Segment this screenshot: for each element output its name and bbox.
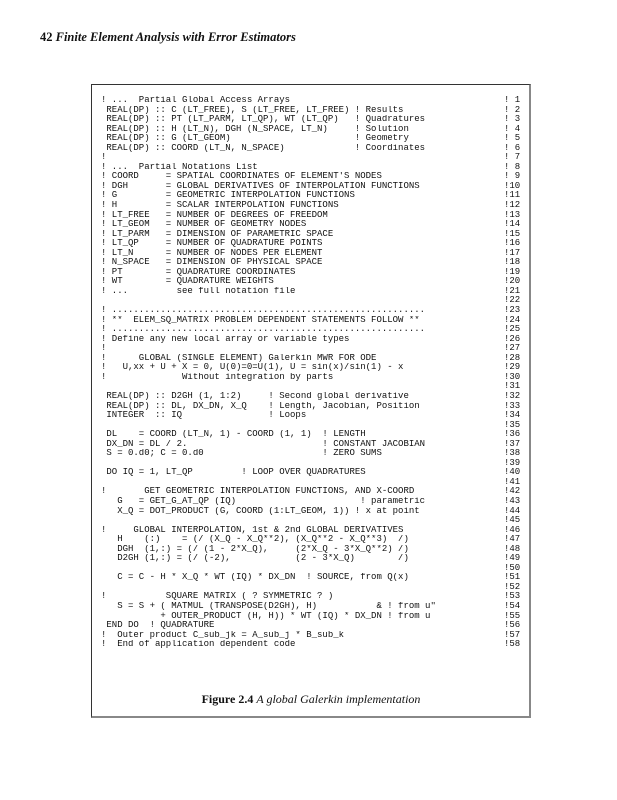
code-text: ! Outer product C_sub_jk = A_sub_j * B_sub_k bbox=[101, 630, 345, 640]
code-text: DX_DN = DL / 2. ! CONSTANT JACOBIAN bbox=[101, 439, 426, 449]
code-text: ! ... see full notation file bbox=[101, 286, 296, 296]
code-line bbox=[101, 402, 521, 412]
code-text: ! N_SPACE = DIMENSION OF PHYSICAL SPACE bbox=[101, 258, 323, 268]
code-text bbox=[101, 459, 504, 469]
figure-caption bbox=[91, 692, 531, 707]
code-line bbox=[101, 507, 521, 517]
code-line bbox=[101, 277, 521, 287]
code-text bbox=[101, 421, 504, 431]
code-line bbox=[101, 115, 521, 125]
line-number: !55 bbox=[504, 610, 521, 621]
line-number: ! 2 bbox=[504, 104, 521, 115]
line-number: !27 bbox=[504, 343, 521, 354]
line-number: !43 bbox=[504, 495, 521, 506]
code-line bbox=[101, 516, 521, 526]
code-text: ! PT = QUADRATURE COORDINATES bbox=[101, 267, 296, 277]
code-line bbox=[101, 220, 521, 230]
code-text: ! LT_FREE = NUMBER OF DEGREES OF FREEDOM bbox=[101, 210, 328, 220]
line-number: !52 bbox=[504, 581, 521, 592]
line-number: !48 bbox=[504, 543, 521, 554]
line-number: !42 bbox=[504, 486, 521, 497]
code-line bbox=[101, 430, 521, 440]
code-line bbox=[101, 421, 521, 431]
line-number: !53 bbox=[504, 591, 521, 602]
line-number: ! 5 bbox=[504, 133, 521, 144]
code-text: S = S + ( MATMUL (TRANSPOSE(D2GH), H) & ! from u" bbox=[101, 601, 436, 611]
line-number: ! 3 bbox=[504, 114, 521, 125]
code-text: ! Without integration by parts bbox=[101, 372, 334, 382]
code-text: ! LT_QP = NUMBER OF QUADRATURE POINTS bbox=[101, 239, 323, 249]
line-number: ! 6 bbox=[504, 142, 521, 153]
code-text: H (:) = (/ (X_Q - X_Q**2), (X_Q**2 - X_Q**3) /) bbox=[101, 535, 409, 545]
code-line bbox=[101, 612, 521, 622]
line-number: !21 bbox=[504, 285, 521, 296]
code-text: ! GET GEOMETRIC INTERPOLATION FUNCTIONS, AND X-COORD bbox=[101, 487, 415, 497]
code-line bbox=[101, 211, 521, 221]
code-text: ! LT_GEOM = NUMBER OF GEOMETRY NODES bbox=[101, 220, 307, 230]
code-text: REAL(DP) :: C (LT_FREE), S (LT_FREE, LT_FREE) ! Results bbox=[101, 105, 404, 115]
code-text: ! bbox=[101, 153, 107, 163]
code-text: REAL(DP) :: PT (LT_PARM, LT_QP), WT (LT_QP) ! Quadratures bbox=[101, 115, 426, 125]
code-line bbox=[101, 268, 521, 278]
code-line bbox=[101, 382, 521, 392]
code-text: REAL(DP) :: DL, DX_DN, X_Q ! Length, Jacobian, Position bbox=[101, 401, 420, 411]
code-line bbox=[101, 287, 521, 297]
code-line bbox=[101, 296, 521, 306]
code-text: ! GLOBAL (SINGLE ELEMENT) Galerkin MWR FOR ODE bbox=[101, 353, 377, 363]
line-number: !46 bbox=[504, 524, 521, 535]
line-number: !50 bbox=[504, 562, 521, 573]
code-text: END DO ! QUADRATURE bbox=[101, 621, 215, 631]
code-text: G = GET_G_AT_QP (IQ) ! parametric bbox=[101, 496, 426, 506]
code-line bbox=[101, 249, 521, 259]
figure-title: A global Galerkin implementation bbox=[256, 692, 421, 706]
code-text: ! G = GEOMETRIC INTERPOLATION FUNCTIONS bbox=[101, 191, 355, 201]
line-number: !40 bbox=[504, 467, 521, 478]
code-line bbox=[101, 449, 521, 459]
code-line bbox=[101, 201, 521, 211]
code-line bbox=[101, 125, 521, 135]
code-text: X_Q = DOT_PRODUCT (G, COORD (1:LT_GEOM, 1)) ! x at point bbox=[101, 506, 420, 516]
line-number: !18 bbox=[504, 257, 521, 268]
code-line bbox=[101, 306, 521, 316]
code-line bbox=[101, 497, 521, 507]
code-line bbox=[101, 640, 521, 650]
code-text: ! Define any new local array or variable types bbox=[101, 334, 350, 344]
line-number: !10 bbox=[504, 180, 521, 191]
line-number: !19 bbox=[504, 266, 521, 277]
code-text: REAL(DP) :: H (LT_N), DGH (N_SPACE, LT_N) ! Solution bbox=[101, 124, 409, 134]
code-line bbox=[101, 258, 521, 268]
code-line bbox=[101, 163, 521, 173]
code-text bbox=[101, 478, 504, 488]
code-text: ! SQUARE MATRIX ( ? SYMMETRIC ? ) bbox=[101, 592, 334, 602]
line-number: !58 bbox=[504, 639, 521, 650]
code-line bbox=[101, 545, 521, 555]
line-number: ! 4 bbox=[504, 123, 521, 134]
code-line bbox=[101, 316, 521, 326]
code-text: ! ... Partial Notations List bbox=[101, 162, 258, 172]
code-text: ! DGH = GLOBAL DERIVATIVES OF INTERPOLATION FUNCTIONS bbox=[101, 181, 420, 191]
code-line bbox=[101, 191, 521, 201]
code-text: REAL(DP) :: D2GH (1, 1:2) ! Second global derivative bbox=[101, 391, 409, 401]
page-number: 42 bbox=[40, 30, 53, 44]
code-line bbox=[101, 478, 521, 488]
code-text bbox=[101, 382, 504, 392]
code-line bbox=[101, 134, 521, 144]
line-number: !28 bbox=[504, 352, 521, 363]
code-listing bbox=[101, 96, 521, 650]
code-text: ! LT_PARM = DIMENSION OF PARAMETRIC SPACE bbox=[101, 229, 334, 239]
code-text: ! .......................................................... bbox=[101, 306, 426, 316]
code-line bbox=[101, 592, 521, 602]
code-line bbox=[101, 325, 521, 335]
code-text: + OUTER_PRODUCT (H, H)) * WT (IQ) * DX_DN ! from u bbox=[101, 611, 431, 621]
code-line bbox=[101, 182, 521, 192]
code-line bbox=[101, 621, 521, 631]
code-line bbox=[101, 583, 521, 593]
code-text: ! End of application dependent code bbox=[101, 640, 296, 650]
code-line bbox=[101, 487, 521, 497]
line-number: !39 bbox=[504, 457, 521, 468]
code-text: ! U,xx + U + X = 0, U(0)=0=U(1), U = sin(x)/sin(1) - x bbox=[101, 363, 404, 373]
line-number: !36 bbox=[504, 429, 521, 440]
line-number: ! 8 bbox=[504, 161, 521, 172]
code-text: C = C - H * X_Q * WT (IQ) * DX_DN ! SOURCE, from Q(x) bbox=[101, 573, 409, 583]
figure-label: Figure 2.4 bbox=[201, 692, 254, 706]
book-title: Finite Element Analysis with Error Estimators bbox=[55, 30, 296, 44]
code-text: ! WT = QUADRATURE WEIGHTS bbox=[101, 277, 274, 287]
code-line bbox=[101, 554, 521, 564]
running-header bbox=[40, 30, 296, 45]
line-number: ! 7 bbox=[504, 152, 521, 163]
line-number: !47 bbox=[504, 534, 521, 545]
code-text: ! .......................................................... bbox=[101, 325, 426, 335]
code-line bbox=[101, 411, 521, 421]
code-text: D2GH (1,:) = (/ (-2), (2 - 3*X_Q) /) bbox=[101, 554, 409, 564]
code-line bbox=[101, 440, 521, 450]
code-text: DO IQ = 1, LT_QP ! LOOP OVER QUADRATURES bbox=[101, 468, 366, 478]
line-number: !16 bbox=[504, 238, 521, 249]
line-number: !35 bbox=[504, 419, 521, 430]
code-line bbox=[101, 344, 521, 354]
line-number: !26 bbox=[504, 333, 521, 344]
code-text: ! LT_N = NUMBER OF NODES PER ELEMENT bbox=[101, 248, 323, 258]
line-number: !25 bbox=[504, 324, 521, 335]
code-text: ! COORD = SPATIAL COORDINATES OF ELEMENT'S NODES bbox=[101, 172, 382, 182]
code-line bbox=[101, 373, 521, 383]
code-line bbox=[101, 468, 521, 478]
code-line bbox=[101, 230, 521, 240]
line-number: !15 bbox=[504, 228, 521, 239]
line-number: !45 bbox=[504, 515, 521, 526]
line-number: !12 bbox=[504, 200, 521, 211]
code-text bbox=[101, 564, 504, 574]
code-line bbox=[101, 172, 521, 182]
line-number: !30 bbox=[504, 371, 521, 382]
line-number: !31 bbox=[504, 381, 521, 392]
line-number: !38 bbox=[504, 448, 521, 459]
line-number: !24 bbox=[504, 314, 521, 325]
line-number: !22 bbox=[504, 295, 521, 306]
line-number: !54 bbox=[504, 600, 521, 611]
code-text: S = 0.d0; C = 0.d0 ! ZERO SUMS bbox=[101, 449, 382, 459]
code-line bbox=[101, 335, 521, 345]
line-number: !56 bbox=[504, 620, 521, 631]
code-text: ! H = SCALAR INTERPOLATION FUNCTIONS bbox=[101, 201, 339, 211]
code-text: DL = COORD (LT_N, 1) - COORD (1, 1) ! LENGTH bbox=[101, 430, 366, 440]
code-text: ! ** ELEM_SQ_MATRIX PROBLEM DEPENDENT STATEMENTS FOLLOW ** bbox=[101, 315, 420, 325]
line-number: !29 bbox=[504, 362, 521, 373]
line-number: !32 bbox=[504, 390, 521, 401]
line-number: !14 bbox=[504, 219, 521, 230]
code-text: REAL(DP) :: G (LT_GEOM) ! Geometry bbox=[101, 134, 409, 144]
code-line bbox=[101, 144, 521, 154]
code-line bbox=[101, 602, 521, 612]
line-number: ! 9 bbox=[504, 171, 521, 182]
code-line bbox=[101, 564, 521, 574]
code-line bbox=[101, 535, 521, 545]
code-line bbox=[101, 631, 521, 641]
line-number: !13 bbox=[504, 209, 521, 220]
line-number: !34 bbox=[504, 410, 521, 421]
code-line bbox=[101, 573, 521, 583]
line-number: !41 bbox=[504, 476, 521, 487]
code-text: REAL(DP) :: COORD (LT_N, N_SPACE) ! Coordinates bbox=[101, 143, 426, 153]
line-number: !49 bbox=[504, 553, 521, 564]
code-text: ! ... Partial Global Access Arrays bbox=[101, 96, 291, 105]
code-line bbox=[101, 153, 521, 163]
code-line bbox=[101, 459, 521, 469]
code-line bbox=[101, 96, 521, 106]
line-number: !17 bbox=[504, 247, 521, 258]
code-text: ! bbox=[101, 344, 107, 354]
code-text: ! GLOBAL INTERPOLATION, 1st & 2nd GLOBAL DERIVATIVES bbox=[101, 525, 404, 535]
line-number: !33 bbox=[504, 400, 521, 411]
line-number: !20 bbox=[504, 276, 521, 287]
line-number: !57 bbox=[504, 629, 521, 640]
code-text bbox=[101, 516, 504, 526]
code-text bbox=[101, 583, 504, 593]
code-line bbox=[101, 526, 521, 536]
line-number: !23 bbox=[504, 305, 521, 316]
line-number: !51 bbox=[504, 572, 521, 583]
code-line bbox=[101, 106, 521, 116]
line-number: !11 bbox=[504, 190, 521, 201]
code-text: INTEGER :: IQ ! Loops bbox=[101, 411, 307, 421]
line-number: ! 1 bbox=[504, 95, 521, 105]
code-text: DGH (1,:) = (/ (1 - 2*X_Q), (2*X_Q - 3*X_Q**2) /) bbox=[101, 544, 409, 554]
code-line bbox=[101, 363, 521, 373]
code-line bbox=[101, 354, 521, 364]
code-line bbox=[101, 239, 521, 249]
code-text bbox=[101, 296, 504, 306]
line-number: !37 bbox=[504, 438, 521, 449]
line-number: !44 bbox=[504, 505, 521, 516]
code-line bbox=[101, 392, 521, 402]
